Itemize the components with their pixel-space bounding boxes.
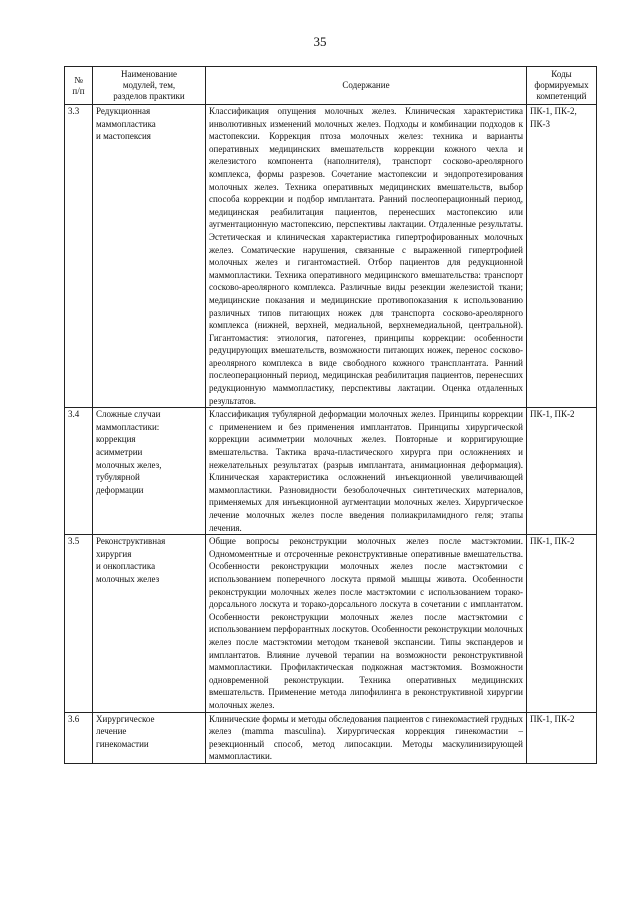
text-line: Коды	[551, 69, 572, 79]
module-name	[93, 712, 206, 763]
text-line: Сложные случаи	[96, 409, 161, 420]
text-line: модулей, тем,	[122, 80, 176, 90]
text-line: коррекция	[96, 434, 136, 445]
competence-codes	[527, 535, 597, 712]
text-line: гинекомастии	[96, 738, 149, 749]
text-line: разделов практики	[113, 91, 185, 101]
text-line: деформации	[96, 484, 144, 495]
module-name	[93, 105, 206, 408]
text-line: Реконструктивная	[96, 536, 166, 547]
row-number: 3.6	[65, 712, 93, 763]
text-line: маммопластики:	[96, 421, 160, 432]
text-line: Редукционная	[96, 106, 151, 116]
text-line: и мастопексия	[96, 131, 151, 142]
text-line: асимметрии	[96, 447, 143, 458]
row-number: 3.4	[65, 408, 93, 535]
text-line: тубулярной	[96, 472, 140, 483]
text-line: и онкопластика	[96, 561, 156, 572]
text-line: формируемых	[534, 80, 589, 90]
header-content: Содержание	[206, 67, 527, 105]
text-line: лечение	[96, 726, 127, 737]
table-row	[65, 105, 597, 408]
table-row	[65, 408, 597, 535]
table-row	[65, 712, 597, 763]
header-module-name	[93, 67, 206, 105]
text-line: Хирургическое	[96, 713, 155, 724]
module-name	[93, 535, 206, 712]
module-name	[93, 408, 206, 535]
text-line: ПК-1, ПК-2	[530, 713, 575, 724]
row-number: 3.5	[65, 535, 93, 712]
competence-codes	[527, 408, 597, 535]
competence-codes	[527, 105, 597, 408]
competence-codes	[527, 712, 597, 763]
header-competence-codes	[527, 67, 597, 105]
text-line: №	[74, 74, 83, 85]
text-line: молочных желез	[96, 573, 160, 584]
row-number: 3.3	[65, 105, 93, 408]
text-line: компетенций	[536, 91, 587, 101]
header-number	[65, 67, 93, 105]
module-content: Общие вопросы реконструкции молочных желез после мастэктомии. Одномоментные и отсроченные реконструктивные оперативные вмешательства. Особенности реконструкции молочных желез после мастэктомии с использованием поперечного лоскута прямой мышцы живота. Особенности реконструкции молочных желез после мастэктомии с использованием торако-дорсального лоскута и торако-дорсального лоскута в сочетании с имплантатом. Особенности реконструкции молочных желез после мастэктомии с использованием перфорантных лоскутов. Особенности реконструкции молочных желез после мастэктомии методом тканевой экспансии. Типы экспандеров и имплантатов. Влияние лучевой терапии на возможности реконструктивной маммопластики. Профилактическая подкожная мастэктомия. Возможности одновременной реконструкции. Техника оперативных медицинских вмешательств. Применение метода липофилинга в реконструктивной хирургии молочных желез.	[206, 535, 527, 712]
module-content: Классификация тубулярной деформации молочных желез. Принципы коррекции с применением и без применения имплантатов. Принципы хирургической коррекции асимметрии молочных желез. Повторные и корригирующие вмешательства. Тактика врача-пластического хирурга при осложнениях и нежелательных результатах (разрыв имплантата, анимационная деформация). Клиническая характеристика осложнений инъекционной увеличивающей маммопластики. Разновидности безоболочечных синтетических материалов, применяемых для инъекционной аугментации молочных желез. Хирургическое лечение молочных желез после введения полиакриламидного геля; этапы лечения.	[206, 408, 527, 535]
text-line: молочных желез,	[96, 459, 162, 470]
text-line: ПК-1, ПК-2	[530, 409, 575, 420]
text-line: ПК-1, ПК-2	[530, 536, 575, 547]
curriculum-table	[64, 66, 597, 764]
text-line: п/п	[72, 85, 85, 96]
module-content: Классификация опущения молочных желез. Клиническая характеристика инволютивных изменений молочных желез. Подходы и комбинации подходов к мастопексии. Коррекция птоза молочных желез: техника и варианты оперативных медицинских вмешательств коррекции кожного чехла и железистого компонента (наполнителя), транспорт сосково-ареолярного комплекса, формы разрезов. Сочетание мастопексии и эндопротезирования молочных желез. Техника оперативных медицинских вмешательств, выбор способа коррекции и подбор имплантата. Ранний послеоперационный период, медицинская реабилитация пациентов, перенесших мастопексию или аугментационную мастопексию, перспективы лактации. Отдаленные результаты. Эстетическая и клиническая характеристика гипертрофированных молочных желез. Соматические нарушения, связанные с выраженной гипертрофией молочных желез и гигантомастией. Отбор пациентов для редукционной маммопластики. Техника оперативного медицинского вмешательства: транспорт сосково-ареолярного комплекса. Различные виды резекции железистой ткани; медицинские показания и медицинские противопоказания к использованию различных типов питающих ножек для транспорта сосково-ареолярного комплекса (нижней, верхней, медиальной, верхнемедиальной, центральной). Гигантомастия: этиология, патогенез, принципы коррекции: особенности редуцирующих вмешательств, возможности питающих ножек, перенос сосково-ареолярного комплекса в виде свободного кожного трансплантата. Ранний послеоперационный период, медицинская реабилитация пациентов, перенесших редукционную маммопластику, перспективы лактации. Оценка отдаленных результатов.	[206, 105, 527, 408]
text-line: хирургия	[96, 548, 132, 559]
table-header-row	[65, 67, 597, 105]
table-row	[65, 535, 597, 712]
text-line: маммопластика	[96, 118, 156, 129]
text-line: ПК-3	[530, 118, 550, 129]
page-number: 35	[313, 34, 327, 49]
module-content: Клинические формы и методы обследования пациентов с гинекомастией грудных желез (mamma masculina). Хирургическая коррекция гинекомастии – резекционный способ, метод липосакции. Методы маскулинизирующей маммопластики.	[206, 712, 527, 763]
text-line: Наименование	[120, 69, 178, 79]
text-line: ПК-1, ПК-2,	[530, 106, 577, 116]
